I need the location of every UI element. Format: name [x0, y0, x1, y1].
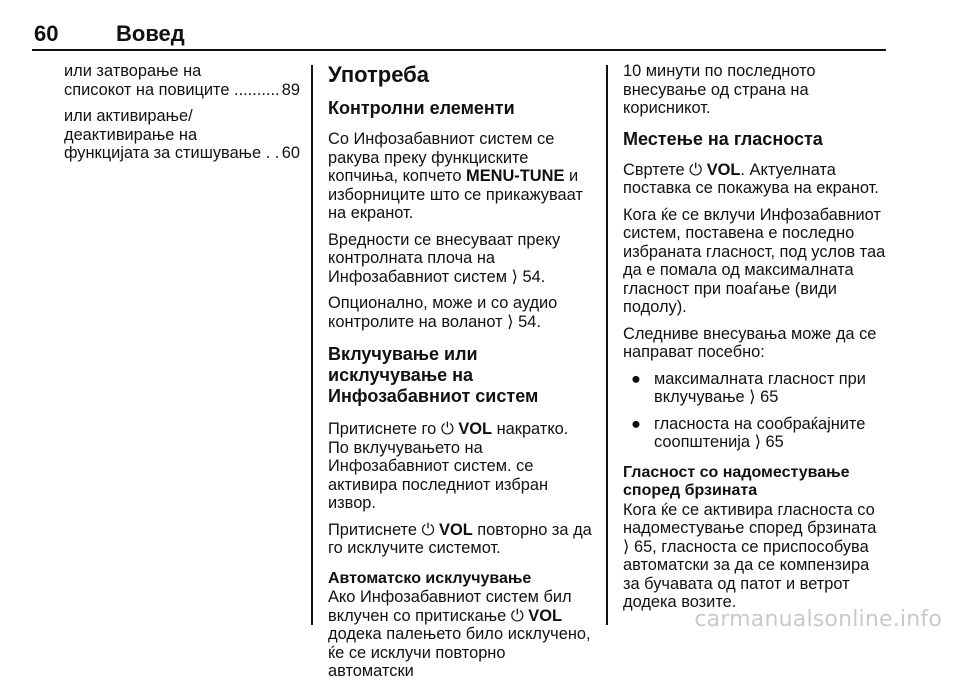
column-divider — [311, 65, 313, 625]
paragraph: Притиснете ⏻ VOL повторно за да го исклучите системот. — [328, 520, 592, 557]
paragraph: 10 минути по последното внесување од страна на корисникот. — [623, 62, 816, 117]
toc-entry-text: деактивирање на — [64, 125, 198, 144]
toc-entry-text: функцијата за стишување — [64, 144, 262, 162]
toc-entry-text: списокот на повиците — [64, 80, 230, 99]
control-name: VOL — [528, 606, 562, 625]
page-number: 60 — [34, 21, 59, 46]
toc-leader: . . — [265, 144, 280, 162]
bullet-icon: ● — [631, 369, 641, 388]
paragraph: Со Инфозабавниот систем се ракува преку функциските копчиња, копчето MENU-TUNE и изборниците што се прикажуваат на екранот. — [328, 130, 583, 222]
control-name: MENU-TUNE — [466, 167, 565, 185]
subsection-heading: Контролни елементи — [328, 98, 515, 118]
column-divider — [606, 65, 608, 625]
paragraph: Кога ќе се вклучи Инфозабавниот систем, поставена е последно избраната гласност, под услов таа да е помала од максималната гласност при поаѓање (види подолу). — [623, 205, 886, 316]
bullet-icon: ● — [631, 414, 641, 433]
control-name: VOL — [439, 520, 473, 539]
minor-heading: Гласност со надоместување според брзината — [623, 463, 850, 499]
toc-page-number: 60 — [281, 144, 300, 162]
subsection-heading: Местење на гласноста — [623, 128, 823, 149]
column-left — [64, 62, 300, 163]
minor-heading: Автоматско исклучување — [328, 569, 532, 587]
control-name: VOL — [458, 420, 493, 438]
toc-entry-text: или активирање/ — [64, 107, 193, 125]
paragraph: Следниве внесувања може да се направат посебно: — [623, 324, 877, 361]
header-rule — [32, 49, 886, 51]
list-item-text: максималната гласност при вклучување ⟩ 65 — [654, 369, 866, 406]
paragraph: Опционално, може и со аудио контролите на воланот ⟩ 54. — [328, 294, 558, 331]
paragraph: Свртете ⏻ VOL. Актуелната поставка се покажува на екранот. — [623, 160, 879, 197]
toc-entry-text: или затворање на — [64, 62, 202, 80]
toc-entry-line — [64, 144, 300, 163]
section-heading: Употреба — [328, 62, 430, 87]
toc-leader: .......... — [234, 80, 280, 99]
column-right — [623, 62, 887, 620]
list-item — [623, 370, 887, 407]
chapter-title: Вовед — [116, 21, 185, 46]
paragraph: Вредности се внесуваат преку контролната плоча на Инфозабавниот систем ⟩ 54. — [328, 230, 561, 286]
toc-page-number: 89 — [281, 80, 300, 99]
watermark: carmanualsonline.info — [694, 607, 942, 632]
toc-entry-line — [64, 81, 300, 100]
paragraph: Притиснете го ⏻ VOL накратко. По вклучувањето на Инфозабавниот систем. се активира последниот избран извор. — [328, 420, 569, 512]
list-item-text: гласноста на сообраќајните соопштенија ⟩ 65 — [654, 414, 866, 451]
toc-entry[interactable] — [64, 62, 300, 99]
toc-entry[interactable] — [64, 107, 300, 163]
list-item — [623, 415, 887, 452]
control-name: VOL — [706, 160, 741, 179]
subsection-heading: Вклучување или исклучување на Инфозабавниот систем — [328, 344, 539, 406]
column-middle — [328, 62, 592, 689]
paragraph: Ако Инфозабавниот систем бил вклучен со притискање ⏻ VOL додека палењето било исклучено, ќе се исклучи повторно автоматски — [328, 588, 591, 680]
paragraph: Кога ќе се активира гласноста со надоместување според брзината ⟩ 65, гласноста се приспособува автоматски за да се компензира за бучавата од патот и ветрот додека возите. — [623, 500, 877, 611]
